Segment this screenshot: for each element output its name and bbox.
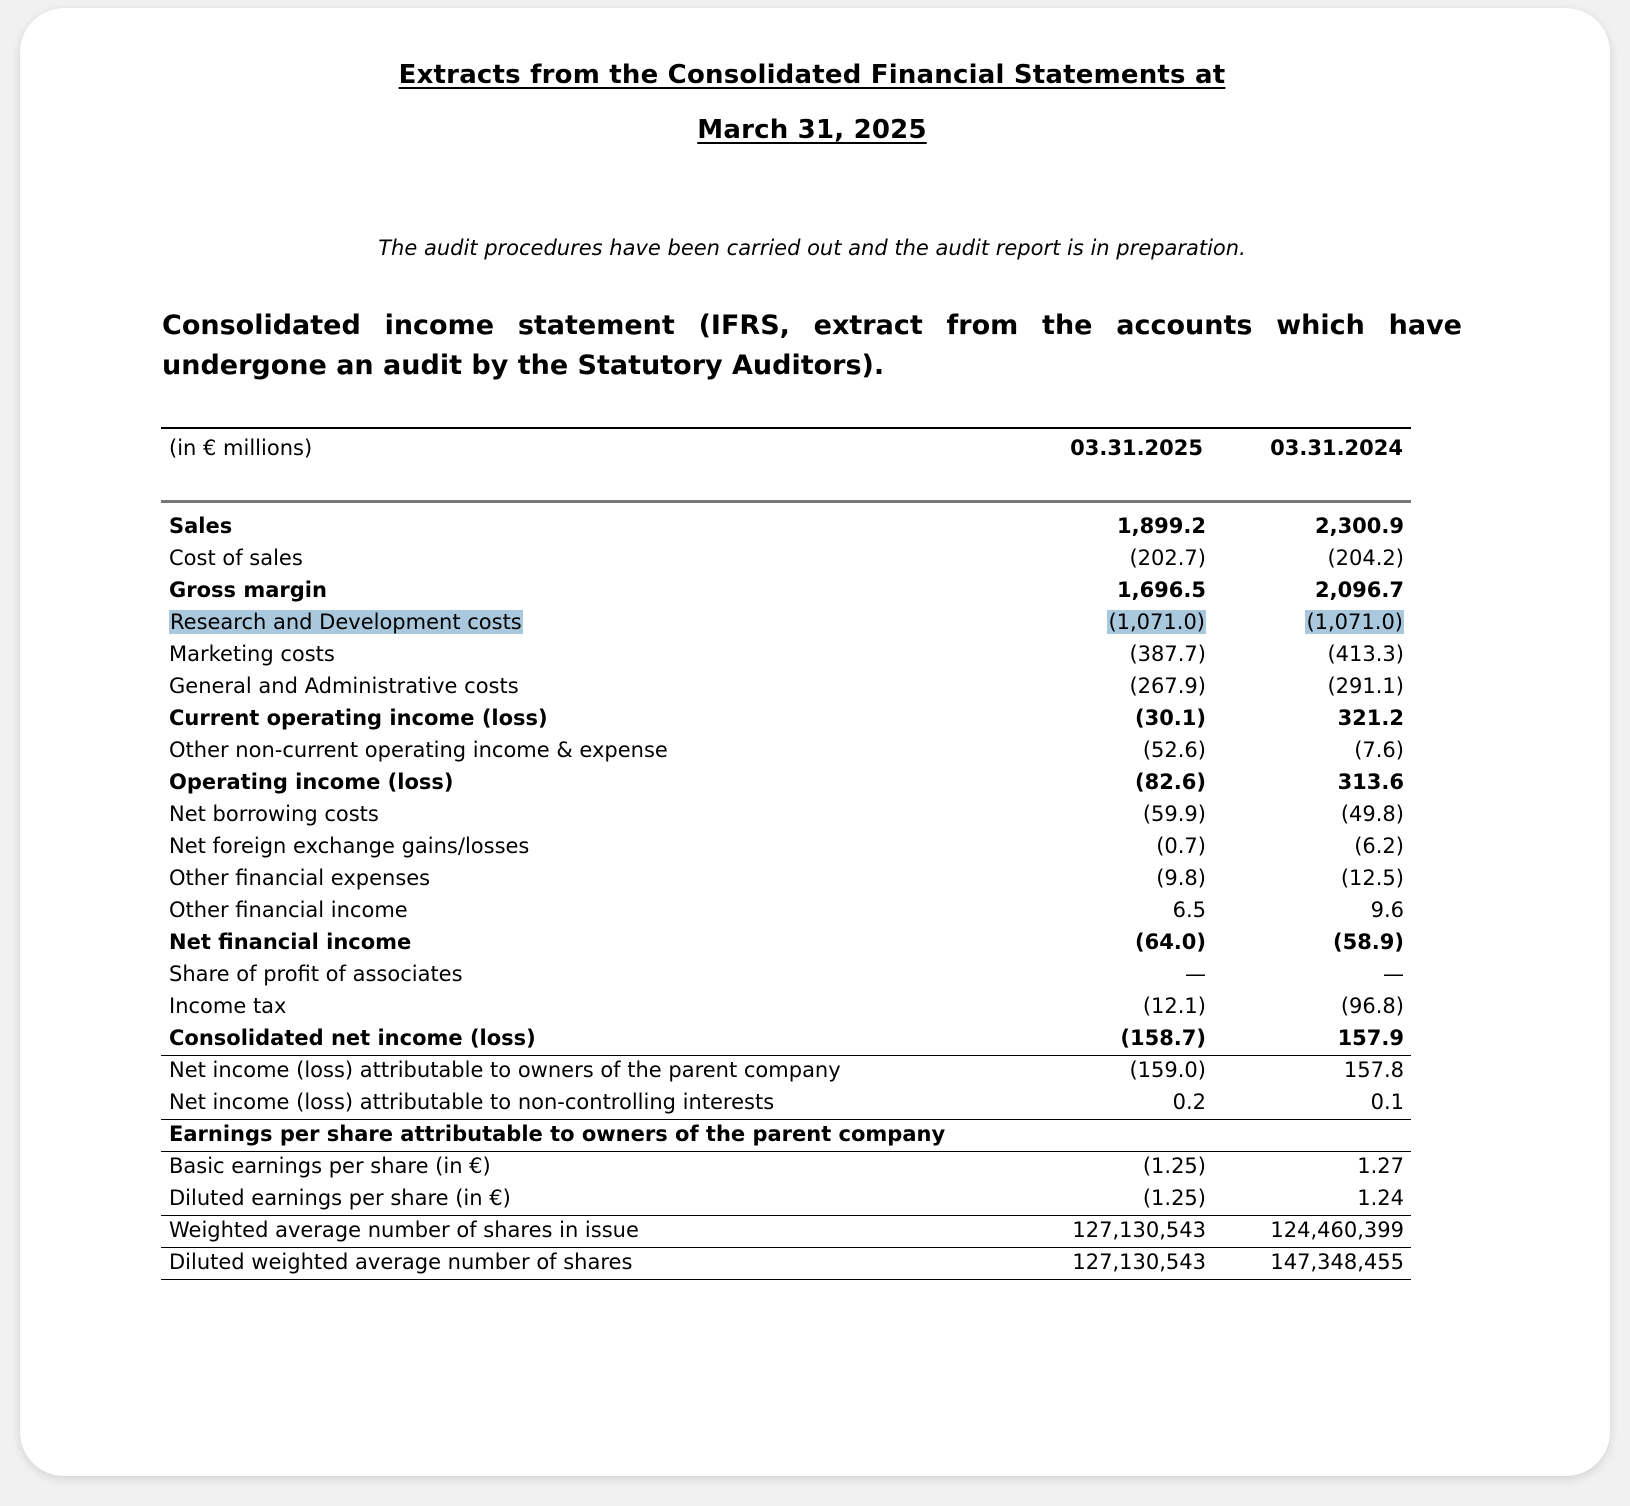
row-value-2025-cell (986, 994, 1206, 1018)
row-value-2024-cell (1184, 578, 1404, 602)
row-label: Other financial expenses (169, 866, 431, 890)
row-value-2024: (58.9) (1332, 930, 1404, 954)
row-value-2024: (204.2) (1327, 546, 1404, 570)
row-value-2024-cell (1184, 1026, 1404, 1050)
table-row (161, 1087, 1411, 1120)
table-row (161, 927, 1411, 959)
table-row (161, 575, 1411, 607)
row-value-2024-cell (1184, 770, 1404, 794)
row-label: Diluted weighted average number of shares (169, 1250, 633, 1274)
table-row (161, 671, 1411, 703)
row-label: General and Administrative costs (169, 674, 519, 698)
table-row (161, 831, 1411, 863)
row-value-2025-cell (986, 1186, 1206, 1210)
row-label: Net income (loss) attributable to non-controlling interests (169, 1090, 775, 1114)
row-value-2024: (96.8) (1340, 994, 1404, 1018)
row-label: Net income (loss) attributable to owners of the parent company (169, 1058, 841, 1082)
row-value-2025-cell (986, 674, 1206, 698)
row-label: Operating income (loss) (169, 770, 454, 794)
table-row (161, 959, 1411, 991)
row-value-2024-cell (1184, 738, 1404, 762)
row-value-2024-cell (1184, 802, 1404, 826)
document-title-line2: March 31, 2025 (697, 115, 927, 145)
row-value-2024: 0.1 (1370, 1090, 1404, 1114)
row-value-2024-cell (1184, 514, 1404, 538)
row-value-2025-cell (986, 802, 1206, 826)
row-label: Marketing costs (169, 642, 335, 666)
table-row (161, 511, 1411, 543)
row-value-2024: (7.6) (1354, 738, 1404, 762)
row-value-2025: (52.6) (1142, 738, 1206, 762)
row-value-2025: (30.1) (1134, 706, 1206, 730)
row-label: Net borrowing costs (169, 802, 379, 826)
row-value-2025: (9.8) (1156, 866, 1206, 890)
row-label: Sales (169, 514, 233, 538)
row-value-2025-cell (986, 834, 1206, 858)
row-label: Consolidated net income (loss) (169, 1026, 536, 1050)
row-value-2024-cell (1184, 1058, 1404, 1082)
row-value-2024-cell (1184, 1250, 1404, 1274)
row-label: Gross margin (169, 578, 327, 602)
row-value-2025: — (1185, 962, 1206, 986)
row-value-2025: (159.0) (1129, 1058, 1206, 1082)
row-value-2024-cell (1184, 898, 1404, 922)
table-row (161, 1247, 1411, 1280)
row-value-2025-cell (986, 610, 1206, 634)
row-value-2024-cell (1184, 866, 1404, 890)
row-label: Other financial income (169, 898, 408, 922)
table-row (161, 991, 1411, 1023)
row-label: Weighted average number of shares in issue (169, 1218, 639, 1242)
row-value-2024: (12.5) (1340, 866, 1404, 890)
row-value-2024-cell (1184, 674, 1404, 698)
row-label: Basic earnings per share (in €) (169, 1154, 491, 1178)
row-label: Net financial income (169, 930, 412, 954)
unit-label: (in € millions) (169, 436, 313, 460)
row-value-2025: 127,130,543 (1072, 1250, 1206, 1274)
table-row (161, 1119, 1411, 1152)
row-value-2025: 1,899.2 (1116, 514, 1206, 538)
row-value-2025: 0.2 (1172, 1090, 1206, 1114)
row-value-2025: (12.1) (1142, 994, 1206, 1018)
document-title-line1: Extracts from the Consolidated Financial Statements at (398, 60, 1226, 90)
table-row (161, 1023, 1411, 1056)
row-value-2024: (291.1) (1327, 674, 1404, 698)
row-value-2025: (64.0) (1134, 930, 1206, 954)
row-label: Research and Development costs (170, 610, 522, 634)
row-value-2024-cell (1184, 1218, 1404, 1242)
row-value-2025-cell (986, 898, 1206, 922)
table-row (161, 735, 1411, 767)
row-value-2025: (158.7) (1120, 1026, 1206, 1050)
row-value-2024: (1,071.0) (1306, 610, 1403, 634)
table-row (161, 895, 1411, 927)
row-value-2025-cell (986, 1090, 1206, 1114)
table-row (161, 767, 1411, 799)
audit-note: The audit procedures have been carried out and the audit report is in preparation. (378, 236, 1246, 260)
table-row (161, 863, 1411, 895)
row-value-2025-cell (986, 1026, 1206, 1050)
row-value-2025-cell (986, 738, 1206, 762)
table-row (161, 1183, 1411, 1216)
row-value-2025: (82.6) (1134, 770, 1206, 794)
row-value-2025-cell (986, 546, 1206, 570)
row-value-2024: 157.9 (1337, 1026, 1404, 1050)
row-value-2024: 1.24 (1357, 1186, 1404, 1210)
row-value-2024: 313.6 (1337, 770, 1404, 794)
row-value-2025: 1,696.5 (1116, 578, 1206, 602)
table-row (161, 543, 1411, 575)
row-value-2024: 147,348,455 (1270, 1250, 1404, 1274)
row-value-2025: (202.7) (1129, 546, 1206, 570)
row-value-2025-cell (986, 962, 1206, 986)
table-top-rule (161, 427, 1411, 429)
row-value-2025-cell (986, 930, 1206, 954)
row-value-2024-cell (1184, 1154, 1404, 1178)
row-value-2025-cell (986, 706, 1206, 730)
row-value-2025: 6.5 (1172, 898, 1206, 922)
header-separator-rule (161, 500, 1411, 503)
row-value-2024-cell (1184, 610, 1404, 634)
row-value-2025-cell (986, 1058, 1206, 1082)
row-label: Diluted earnings per share (in €) (169, 1186, 511, 1210)
table-row (161, 1055, 1411, 1087)
row-value-2025: (59.9) (1142, 802, 1206, 826)
row-value-2024-cell (1184, 706, 1404, 730)
row-value-2025-cell (986, 1218, 1206, 1242)
row-value-2025: (267.9) (1129, 674, 1206, 698)
row-value-2024: 124,460,399 (1270, 1218, 1404, 1242)
row-value-2024-cell (1184, 1186, 1404, 1210)
row-value-2025-cell (986, 514, 1206, 538)
row-value-2024: 2,096.7 (1314, 578, 1404, 602)
row-value-2025: (1.25) (1142, 1154, 1206, 1178)
row-label: Net foreign exchange gains/losses (169, 834, 530, 858)
table-row (161, 799, 1411, 831)
column-header-2025: 03.31.2025 (1070, 436, 1203, 460)
row-label: Earnings per share attributable to owners of the parent company (169, 1122, 946, 1146)
row-value-2024-cell (1184, 546, 1404, 570)
table-row (161, 607, 1411, 639)
row-value-2025: 127,130,543 (1072, 1218, 1206, 1242)
table-row (161, 1215, 1411, 1248)
row-value-2024: 1.27 (1357, 1154, 1404, 1178)
table-row (161, 703, 1411, 735)
row-value-2024-cell (1184, 834, 1404, 858)
row-label: Current operating income (loss) (169, 706, 548, 730)
row-value-2024: (6.2) (1354, 834, 1404, 858)
row-value-2025: (1.25) (1142, 1186, 1206, 1210)
row-value-2025: (1,071.0) (1108, 610, 1205, 634)
row-value-2024: 321.2 (1337, 706, 1404, 730)
row-value-2025: (387.7) (1129, 642, 1206, 666)
row-label: Cost of sales (169, 546, 303, 570)
row-value-2024-cell (1184, 642, 1404, 666)
row-value-2025: (0.7) (1156, 834, 1206, 858)
table-row (161, 639, 1411, 671)
row-value-2024: 9.6 (1370, 898, 1404, 922)
row-value-2025-cell (986, 642, 1206, 666)
row-value-2024: (49.8) (1340, 802, 1404, 826)
row-value-2024-cell (1184, 1090, 1404, 1114)
row-value-2024: (413.3) (1327, 642, 1404, 666)
row-value-2024: — (1383, 962, 1404, 986)
row-label: Other non-current operating income & expense (169, 738, 668, 762)
row-label: Share of profit of associates (169, 962, 463, 986)
row-value-2024-cell (1184, 994, 1404, 1018)
row-value-2024: 157.8 (1343, 1058, 1404, 1082)
row-value-2024-cell (1184, 930, 1404, 954)
row-label: Income tax (169, 994, 287, 1018)
row-value-2024: 2,300.9 (1314, 514, 1404, 538)
row-value-2024-cell (1184, 962, 1404, 986)
row-value-2025-cell (986, 578, 1206, 602)
table-row (161, 1151, 1411, 1183)
column-header-2024: 03.31.2024 (1270, 436, 1403, 460)
section-heading: Consolidated income statement (IFRS, extract from the accounts which have undergone an audit by the Statutory Auditors). (162, 310, 1462, 381)
row-value-2025-cell (986, 1154, 1206, 1178)
row-value-2025-cell (986, 1250, 1206, 1274)
row-value-2025-cell (986, 866, 1206, 890)
row-value-2025-cell (986, 770, 1206, 794)
